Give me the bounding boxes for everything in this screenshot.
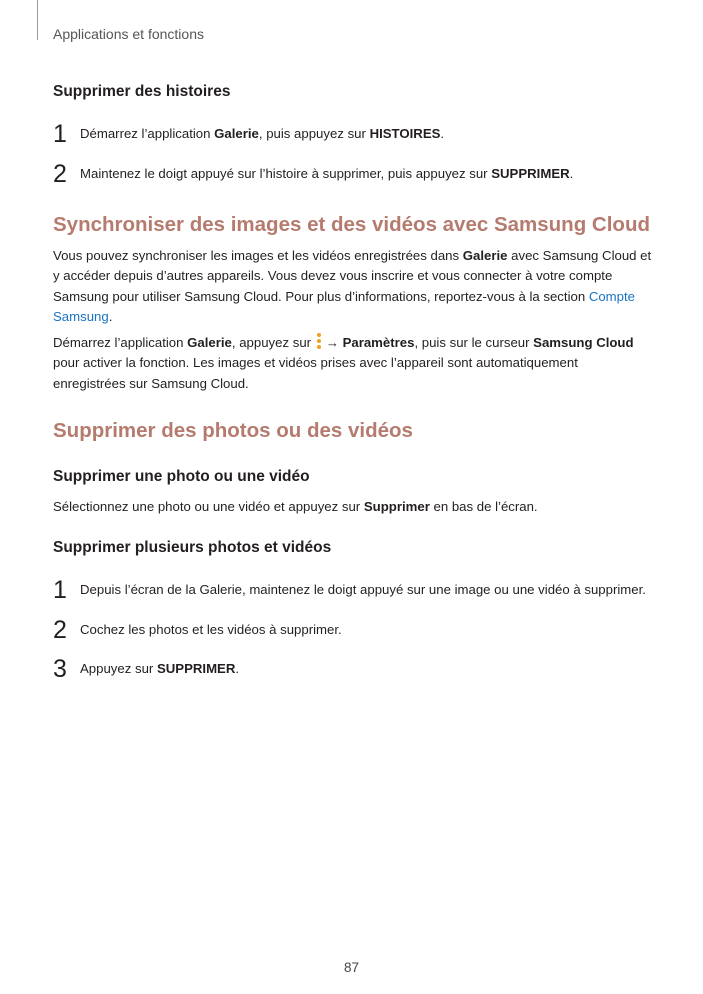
page-number: 87 — [343, 960, 360, 975]
sync-section-title: Synchroniser des images et des vidéos avec Samsung Cloud — [53, 213, 650, 236]
delete-multiple-step-1 — [53, 576, 663, 604]
step-text: Maintenez le doigt appuyé sur l’histoire à supprimer, puis appuyez sur SUPPRIMER. — [80, 166, 574, 181]
step-number: 2 — [53, 616, 67, 644]
sync-paragraph-2: Démarrez l’application Galerie, appuyez sur → Paramètres, puis sur le curseur Samsung Cloud pour activer la fonction. Les images et vidéos prises avec l’appareil sont automatiquement enregistrées sur Samsung Cloud. — [53, 335, 634, 391]
step-number: 1 — [53, 120, 67, 148]
step-number: 3 — [53, 655, 67, 683]
step-text: Depuis l’écran de la Galerie, maintenez le doigt appuyé sur une image ou une vidéo à supprimer. — [80, 582, 646, 597]
step-text: Cochez les photos et les vidéos à supprimer. — [80, 622, 342, 637]
section-header: Applications et fonctions — [53, 26, 204, 42]
delete-single-title: Supprimer une photo ou une vidéo — [53, 468, 310, 485]
delete-stories-title: Supprimer des histoires — [53, 83, 231, 100]
delete-multiple-step-3 — [53, 655, 663, 683]
step-number: 2 — [53, 160, 67, 188]
delete-single-text: Sélectionnez une photo ou une vidéo et appuyez sur Supprimer en bas de l’écran. — [53, 499, 538, 514]
header-rule — [37, 0, 38, 40]
step-number: 1 — [53, 576, 67, 604]
delete-stories-step-1 — [53, 120, 663, 148]
kebab-menu-icon — [316, 333, 322, 350]
delete-stories-step-2 — [53, 160, 663, 188]
step-text: Appuyez sur SUPPRIMER. — [80, 661, 240, 676]
delete-multiple-step-2 — [53, 616, 663, 644]
delete-media-title: Supprimer des photos ou des vidéos — [53, 419, 413, 442]
compte-samsung-link[interactable]: Compte Samsung — [53, 288, 636, 324]
step-text: Démarrez l’application Galerie, puis appuyez sur HISTOIRES. — [80, 126, 445, 141]
sync-paragraph-1: Vous pouvez synchroniser les images et les vidéos enregistrées dans Galerie avec Samsung Cloud et y accéder depuis d’autres appareils. Vous devez vous inscrire et vous connecter à votre compte Samsung pour utiliser Samsung Cloud. Pour plus d’informations, reportez-vous à la section Compte Samsung. — [53, 248, 652, 324]
delete-multiple-title: Supprimer plusieurs photos et vidéos — [53, 539, 332, 556]
